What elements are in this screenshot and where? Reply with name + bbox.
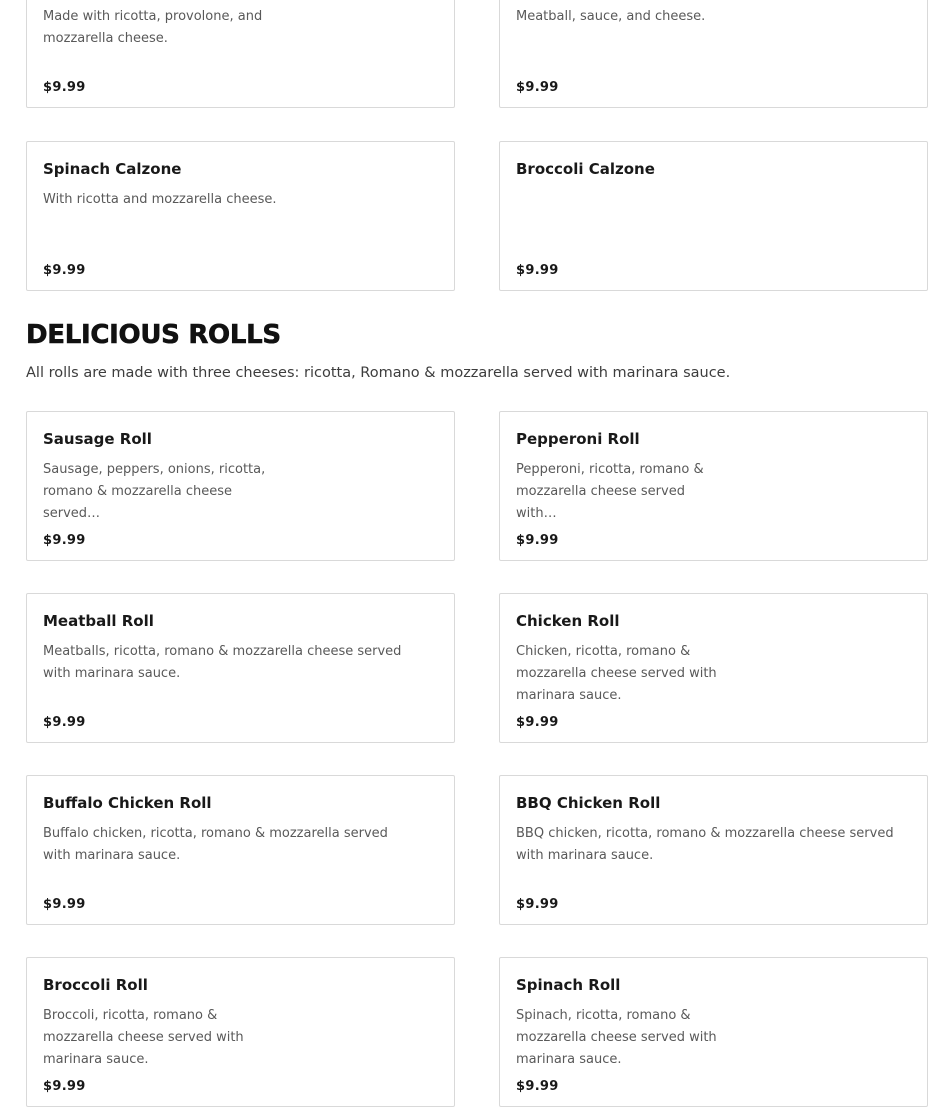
item-description: Chicken, ricotta, romano & mozzarella cheese served with marinara sauce. bbox=[516, 644, 717, 703]
item-name: Broccoli Roll bbox=[43, 976, 148, 994]
menu-item-card[interactable] bbox=[26, 0, 455, 108]
item-price: $9.99 bbox=[516, 897, 559, 912]
item-price: $9.99 bbox=[43, 1079, 86, 1094]
item-price: $9.99 bbox=[43, 897, 86, 912]
item-name: Pepperoni Roll bbox=[516, 430, 640, 448]
item-description: Made with ricotta, provolone, and mozzarella cheese. bbox=[43, 9, 263, 46]
item-name: Buffalo Chicken Roll bbox=[43, 794, 212, 812]
item-description: Sausage, peppers, onions, ricotta, romano & mozzarella cheese served… bbox=[43, 462, 266, 521]
item-price: $9.99 bbox=[516, 1079, 559, 1094]
item-name: BBQ Chicken Roll bbox=[516, 794, 661, 812]
menu-item-card[interactable] bbox=[499, 957, 928, 1107]
item-price: $9.99 bbox=[516, 80, 559, 95]
item-price: $9.99 bbox=[43, 533, 86, 548]
section-description: All rolls are made with three cheeses: ricotta, Romano & mozzarella served with marinara sauce. bbox=[26, 365, 731, 381]
item-description: With ricotta and mozzarella cheese. bbox=[43, 192, 277, 207]
item-description: BBQ chicken, ricotta, romano & mozzarella cheese served with marinara sauce. bbox=[516, 826, 894, 863]
menu-item-card[interactable] bbox=[26, 141, 455, 291]
item-name: Meatball Roll bbox=[43, 612, 154, 630]
item-name: Sausage Roll bbox=[43, 430, 152, 448]
menu-item-card[interactable] bbox=[499, 775, 928, 925]
item-price: $9.99 bbox=[43, 263, 86, 278]
menu-item-card[interactable] bbox=[499, 593, 928, 743]
item-price: $9.99 bbox=[43, 80, 86, 95]
item-name: Spinach Roll bbox=[516, 976, 621, 994]
item-name: Chicken Roll bbox=[516, 612, 620, 630]
menu-item-card[interactable] bbox=[26, 411, 455, 561]
item-description: Meatball, sauce, and cheese. bbox=[516, 9, 706, 24]
menu-item-card[interactable] bbox=[26, 957, 455, 1107]
item-description: Buffalo chicken, ricotta, romano & mozzarella served with marinara sauce. bbox=[43, 826, 388, 863]
item-name: Broccoli Calzone bbox=[516, 160, 655, 178]
menu-item-card[interactable] bbox=[26, 775, 455, 925]
item-description: Pepperoni, ricotta, romano & mozzarella cheese served with… bbox=[516, 462, 704, 521]
menu-item-card[interactable] bbox=[499, 141, 928, 291]
item-price: $9.99 bbox=[516, 533, 559, 548]
item-price: $9.99 bbox=[43, 715, 86, 730]
menu-item-card[interactable] bbox=[499, 0, 928, 108]
item-price: $9.99 bbox=[516, 715, 559, 730]
item-description: Spinach, ricotta, romano & mozzarella cheese served with marinara sauce. bbox=[516, 1008, 717, 1067]
item-name: Spinach Calzone bbox=[43, 160, 182, 178]
menu-item-card[interactable] bbox=[26, 593, 455, 743]
section-title: DELICIOUS ROLLS bbox=[26, 320, 281, 350]
item-price: $9.99 bbox=[516, 263, 559, 278]
item-description: Meatballs, ricotta, romano & mozzarella cheese served with marinara sauce. bbox=[43, 644, 402, 681]
item-description: Broccoli, ricotta, romano & mozzarella cheese served with marinara sauce. bbox=[43, 1008, 244, 1067]
menu-item-card[interactable] bbox=[499, 411, 928, 561]
